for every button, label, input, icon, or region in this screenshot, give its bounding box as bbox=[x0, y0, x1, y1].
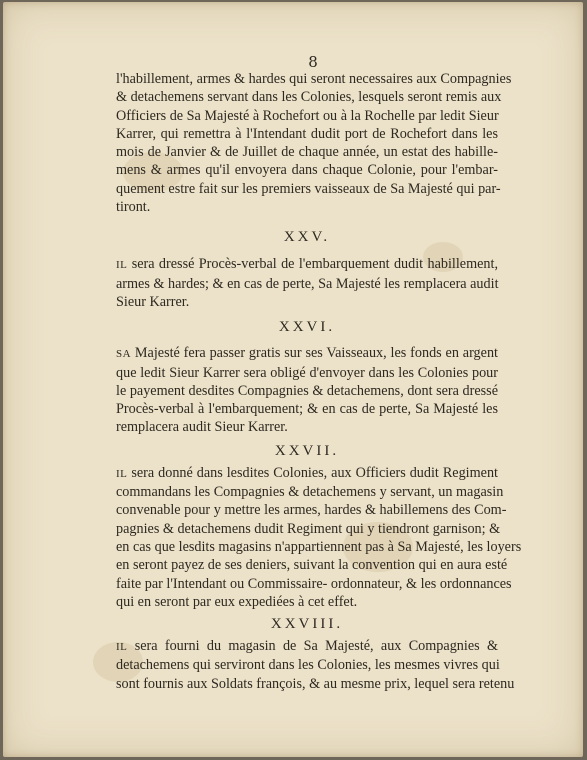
line-text: sera dressé Procès-verbal de l'embarquement dudit habillement, bbox=[127, 256, 498, 273]
document-body bbox=[116, 70, 522, 693]
article-heading: XXVIII. bbox=[270, 616, 344, 633]
text-line: en seront payez de ses deniers, suivant la convention qui en aura esté bbox=[116, 557, 508, 574]
text-line: que ledit Sieur Karrer sera obligé d'envoyer dans les Colonies pour bbox=[116, 364, 498, 381]
text-line: detachemens qui serviront dans les Colonies, les mesmes vivres qui bbox=[116, 657, 500, 674]
article-paragraph bbox=[116, 464, 522, 611]
text-line: tiront. bbox=[116, 199, 151, 216]
line-text: sera fourni du magasin de Sa Majesté, aux Compagnies & bbox=[127, 638, 498, 655]
page-number: 8 bbox=[308, 53, 318, 71]
document-text-block bbox=[116, 53, 522, 693]
article-heading: XXV. bbox=[283, 229, 331, 246]
text-line: quement estre fait sur les premiers vaisseaux de Sa Majesté qui par- bbox=[116, 180, 501, 197]
text-line bbox=[116, 344, 498, 363]
lead-word: IL bbox=[116, 259, 128, 272]
article-heading: XXVII. bbox=[274, 442, 340, 459]
text-line: pagnies & detachemens dudit Regiment qui y tiendront garnison; & bbox=[116, 520, 501, 537]
text-line: le payement desdites Compagnies & detachemens, dont sera dressé bbox=[116, 382, 498, 399]
text-line: commandans les Compagnies & detachemens y servant, un magasin bbox=[116, 484, 504, 501]
line-text: sera donné dans lesdites Colonies, aux Officiers dudit Regiment bbox=[127, 464, 498, 481]
article-paragraph bbox=[116, 344, 498, 436]
text-line: mois de Janvier & de Juillet de chaque année, un estat des habille- bbox=[116, 144, 498, 161]
text-line: Sieur Karrer. bbox=[116, 293, 190, 310]
text-line: l'habillement, armes & hardes qui seront necessaires aux Compagnies bbox=[116, 71, 512, 87]
lead-word: IL bbox=[116, 641, 128, 654]
text-line bbox=[116, 255, 498, 274]
article-paragraph bbox=[116, 255, 498, 311]
lead-word: SA bbox=[116, 348, 132, 361]
text-line bbox=[116, 637, 498, 656]
text-line: Karrer, qui remettra à l'Intendant dudit port de Rochefort dans les bbox=[116, 125, 498, 142]
text-line: mens & armes qu'il envoyera dans chaque Colonie, pour l'embar- bbox=[116, 162, 498, 179]
text-line: en cas que lesdits magasins n'appartiennent pas à Sa Majesté, les loyers bbox=[116, 538, 522, 555]
text-line: remplacera audit Sieur Karrer. bbox=[116, 419, 288, 436]
article-heading: XXVI. bbox=[278, 319, 336, 336]
article-paragraph bbox=[116, 70, 512, 216]
text-line: Procès-verbal à l'embarquement; & en cas de perte, Sa Majesté les bbox=[116, 401, 498, 418]
text-line: Officiers de Sa Majesté à Rochefort ou à la Rochelle par ledit Sieur bbox=[116, 107, 499, 124]
line-text: Majesté fera passer gratis sur ses Vaisseaux, les fonds en argent bbox=[131, 345, 498, 362]
text-line bbox=[116, 464, 498, 483]
text-line: faite par l'Intendant ou Commissaire- ordonnateur, & les ordonnances bbox=[116, 575, 512, 592]
article-paragraph bbox=[116, 637, 515, 693]
text-line: & detachemens servant dans les Colonies, lesquels seront remis aux bbox=[116, 89, 502, 106]
lead-word: IL bbox=[116, 467, 128, 480]
text-line: qui en seront par eux expediées à cet effet. bbox=[116, 593, 358, 610]
text-line: sont fournis aux Soldats françois, & au mesme prix, lequel sera retenu bbox=[116, 675, 515, 692]
text-line: convenable pour y mettre les armes, hardes & habillemens des Com- bbox=[116, 502, 507, 519]
text-line: armes & hardes; & en cas de perte, Sa Majesté les remplacera audit bbox=[116, 275, 499, 292]
